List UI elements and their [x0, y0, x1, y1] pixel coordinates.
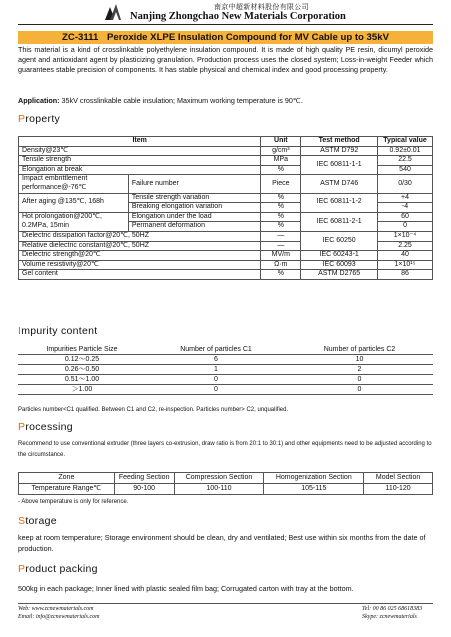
row-item: Dielectric strength@20℃	[19, 251, 261, 261]
row-method: IEC 60250	[301, 231, 378, 250]
row-value: 540	[378, 165, 433, 175]
cell-homogenization: 105-115	[264, 484, 364, 495]
table-row	[19, 193, 433, 203]
table-row	[19, 231, 433, 241]
storage-heading	[18, 515, 57, 527]
temperature-table	[18, 472, 433, 495]
table-row	[19, 156, 433, 166]
row-value: 1×10¹⁵	[378, 260, 433, 270]
storage-text: keep at room temperature; Storage environment should be clean, dry and ventilated; Best use within six months from the date of production.	[18, 533, 426, 553]
header-zone: Zone	[19, 473, 115, 484]
row-unit: MV/m	[261, 251, 301, 261]
row-unit: %	[261, 165, 301, 175]
impurity-heading-initial: I	[18, 325, 22, 337]
row-subitem: Tensile strength variation	[128, 193, 261, 203]
row-item: Impact embrittlement performance@-76℃	[19, 175, 129, 193]
header-divider	[18, 24, 433, 25]
cell-c1: 0	[146, 375, 286, 385]
row-value: 2.25	[378, 241, 433, 251]
cell-model: 110-120	[364, 484, 433, 495]
row-unit: %	[261, 193, 301, 203]
row-method: IEC 60093	[301, 260, 378, 270]
row-item: After aging @135℃, 168h	[19, 193, 129, 212]
cell-feeding: 90-100	[114, 484, 174, 495]
row-item: Volume resistivity@20℃	[19, 260, 261, 270]
row-subitem: Permanent deformation	[128, 222, 261, 232]
table-row	[19, 212, 433, 222]
table-row	[19, 270, 433, 280]
row-value: 86	[378, 270, 433, 280]
footer-tel: Tel: 00 86 025 68618383	[362, 606, 423, 612]
table-row	[18, 365, 433, 375]
row-unit: —	[261, 241, 301, 251]
cell-size: 0.51～1.00	[18, 375, 146, 385]
cell-c1: 0	[146, 385, 286, 395]
row-value: 1×10⁻⁴	[378, 231, 433, 241]
row-unit: %	[261, 270, 301, 280]
page-header	[0, 0, 451, 30]
footer-web: Web: www.zcnewmaterials.com	[18, 606, 94, 612]
table-header-row	[18, 345, 433, 355]
footer-left	[18, 605, 100, 621]
cell-c1: 6	[146, 355, 286, 365]
header-unit: Unit	[261, 137, 301, 147]
company-logo-icon	[104, 3, 122, 21]
cell-size: 0.12～0.25	[18, 355, 146, 365]
processing-heading-initial: P	[18, 421, 26, 433]
application-line	[18, 96, 303, 105]
property-table	[18, 136, 433, 280]
row-item: Tensile strength	[19, 156, 261, 166]
footer-divider	[18, 603, 433, 604]
processing-heading-rest: rocessing	[25, 421, 73, 433]
application-text: 35kV crosslinkable cable insulation; Maximum working temperature is 90℃.	[59, 96, 303, 105]
row-value: 0.92±0.01	[378, 146, 433, 156]
processing-heading	[18, 421, 73, 433]
application-label: Application:	[18, 96, 60, 105]
company-name-cn: 南京中超新材料股份有限公司	[214, 3, 309, 11]
header-homogenization: Homogenization Section	[264, 473, 364, 484]
row-item: Elongation at break	[19, 165, 261, 175]
impurity-heading	[18, 325, 98, 337]
packing-heading-rest: roduct packing	[25, 563, 98, 575]
impurity-heading-rest: mpurity content	[21, 325, 98, 337]
header-compression: Compression Section	[174, 473, 264, 484]
row-method: ASTM D2765	[301, 270, 378, 280]
row-method: IEC 60811-1-1	[301, 156, 378, 175]
row-method: IEC 60243-1	[301, 251, 378, 261]
row-unit: Ω·m	[261, 260, 301, 270]
packing-text: 500kg in each package; Inner lined with plastic sealed film bag; Corrugated carton with tray at the bottom.	[18, 584, 354, 593]
impurity-note: Particles number<C1 qualified. Between C1 and C2, re-inspection. Particles number> C2, unqualified.	[18, 407, 289, 413]
property-heading-rest: roperty	[25, 113, 61, 125]
row-unit: —	[261, 231, 301, 241]
row-value: 22.5	[378, 156, 433, 166]
table-header-row	[19, 473, 433, 484]
row-subitem: Breaking elongation variation	[128, 203, 261, 213]
row-value: 0	[378, 222, 433, 232]
row-unit: g/cm³	[261, 146, 301, 156]
storage-heading-initial: S	[18, 515, 26, 527]
product-name: Peroxide XLPE Insulation Compound for MV Cable up to 35kV	[106, 32, 389, 43]
cell-zone: Temperature Range℃	[19, 484, 115, 495]
cell-c1: 1	[146, 365, 286, 375]
table-row	[19, 175, 433, 193]
cell-c2: 2	[286, 365, 433, 375]
row-subitem: Elongation under the load	[128, 212, 261, 222]
row-unit: MPa	[261, 156, 301, 166]
property-heading-initial: P	[18, 113, 26, 125]
row-item: Gel content	[19, 270, 261, 280]
header-c1: Number of particles C1	[146, 345, 286, 355]
header-typical-value: Typical value	[378, 137, 433, 147]
packing-heading	[18, 563, 98, 575]
cell-c2: 0	[286, 385, 433, 395]
cell-c2: 0	[286, 375, 433, 385]
row-method: IEC 60811-2-1	[301, 212, 378, 231]
row-method: ASTM D792	[301, 146, 378, 156]
row-unit: %	[261, 222, 301, 232]
header-c2: Number of particles C2	[286, 345, 433, 355]
storage-heading-rest: torage	[25, 515, 57, 527]
header-particle-size: Impurities Particle Size	[18, 345, 146, 355]
packing-heading-initial: P	[18, 563, 26, 575]
footer-skype: Skype: zcnewmaterials	[362, 614, 417, 620]
header-model: Model Section	[364, 473, 433, 484]
table-row	[18, 375, 433, 385]
table-row	[18, 355, 433, 365]
table-row	[18, 385, 433, 395]
row-value: -4	[378, 203, 433, 213]
impurity-table	[18, 345, 433, 395]
cell-size: 0.26～0.50	[18, 365, 146, 375]
header-feeding: Feeding Section	[114, 473, 174, 484]
processing-text: Recommend to use conventional extruder (three layers co-extrusion, draw ratio is from 20:1 to 30:1) and other equipments need to be adjusted according to the circumstance.	[18, 441, 432, 458]
row-method: ASTM D746	[301, 175, 378, 193]
row-unit: %	[261, 212, 301, 222]
row-item: Dielectric dissipation factor@20℃, 50HZ	[19, 231, 261, 241]
row-unit: %	[261, 203, 301, 213]
cell-size: ＞1.00	[18, 385, 146, 395]
row-item: Density@23℃	[19, 146, 261, 156]
row-item: Hot prolongation@200℃, 0.2MPa, 15min	[19, 212, 129, 231]
table-row	[19, 484, 433, 495]
header-item: Item	[19, 137, 261, 147]
footer-right	[362, 605, 422, 621]
row-value: 60	[378, 212, 433, 222]
cell-compression: 100-110	[174, 484, 264, 495]
cell-c2: 10	[286, 355, 433, 365]
row-value: +4	[378, 193, 433, 203]
table-row	[19, 146, 433, 156]
row-unit: Piece	[261, 175, 301, 193]
row-subitem: Failure number	[128, 175, 261, 193]
property-heading	[18, 113, 60, 125]
row-item: Relative dielectric constant@20℃, 50HZ	[19, 241, 261, 251]
company-name-en: Nanjing Zhongchao New Materials Corporation	[130, 11, 346, 22]
product-title-bar	[18, 31, 433, 44]
table-row	[19, 251, 433, 261]
table-header-row	[19, 137, 433, 147]
product-code: ZC-3111	[62, 32, 99, 43]
row-value: 40	[378, 251, 433, 261]
row-value: 0/30	[378, 175, 433, 193]
table-row	[19, 260, 433, 270]
row-method: IEC 60811-1-2	[301, 193, 378, 212]
header-test-method: Test method	[301, 137, 378, 147]
temperature-note: - Above temperature is only for reference.	[18, 499, 129, 505]
intro-paragraph: This material is a kind of crosslinkable polyethylene insulation compound. It is made of high quality PE resin, dicumyl peroxide agent and antioxidant agent by plasticizing granulation. Production process uses the closed system; Loss-in-weight Feeder which guarantees stable precision of components. It has stable physical and chemical index and good processing property.	[18, 45, 433, 75]
footer-email: Email: info@zcnewmaterials.com	[18, 614, 100, 620]
